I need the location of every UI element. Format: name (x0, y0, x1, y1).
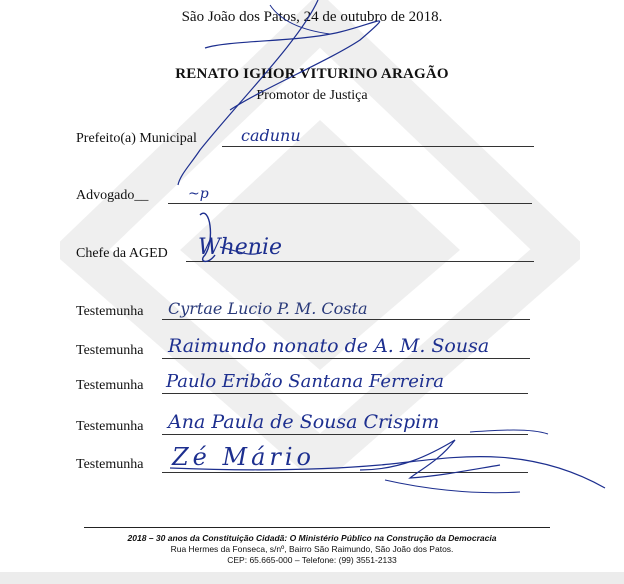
signature-label: Testemunha (76, 343, 144, 358)
signature-line (222, 146, 534, 147)
signature-label: Testemunha (76, 419, 144, 434)
signature-label: Testemunha (76, 457, 144, 472)
signature-label: Testemunha (76, 304, 144, 319)
footer-address: Rua Hermes da Fonseca, s/nº, Bairro São Raimundo, São João dos Patos. (170, 544, 454, 554)
signature-line (186, 261, 534, 262)
signature-label: Chefe da AGED (76, 246, 168, 261)
signature-row-chefe-aged (76, 235, 534, 264)
page-bottom-edge (0, 572, 624, 584)
signature-line (162, 358, 530, 359)
signature-line (162, 434, 528, 435)
signature-row-testemunha-5 (76, 443, 528, 475)
footer-title: 2018 – 30 anos da Constituição Cidadã: O Ministério Público na Construção da Democracia (127, 533, 497, 543)
promoter-role: Promotor de Justiça (256, 88, 368, 103)
footer-divider (84, 527, 550, 528)
signature-handwriting: ~p (188, 186, 209, 202)
signature-line (162, 393, 528, 394)
signature-line (168, 203, 532, 204)
signature-row-testemunha-2 (76, 337, 530, 361)
signature-row-advogado (76, 182, 532, 206)
signature-handwriting: Ana Paula de Sousa Crispim (168, 411, 440, 433)
signature-handwriting: Zé Mário (172, 443, 315, 471)
signature-handwriting: Cyrtae Lucio P. M. Costa (168, 299, 368, 318)
signature-row-prefeito (76, 125, 534, 149)
signature-row-testemunha-1 (76, 298, 530, 322)
signature-handwriting: Whenie (198, 235, 283, 260)
signature-label: Advogado__ (76, 188, 149, 203)
promoter-name: RENATO IGHOR VITURINO ARAGÃO (175, 66, 449, 82)
signature-handwriting: cadunu (241, 126, 301, 145)
signature-label: Prefeito(a) Municipal (76, 131, 197, 146)
signature-row-testemunha-4 (76, 413, 528, 437)
date-line: São João dos Patos, 24 de outubro de 2018. (181, 9, 443, 25)
signature-line (162, 472, 528, 473)
signature-label: Testemunha (76, 378, 144, 393)
footer-contact: CEP: 65.665-000 – Telefone: (99) 3551-2133 (227, 555, 397, 565)
signature-row-testemunha-3 (76, 372, 528, 396)
signature-handwriting: Paulo Eribão Santana Ferreira (166, 371, 445, 392)
signature-line (162, 319, 530, 320)
signature-handwriting: Raimundo nonato de A. M. Sousa (168, 335, 490, 357)
